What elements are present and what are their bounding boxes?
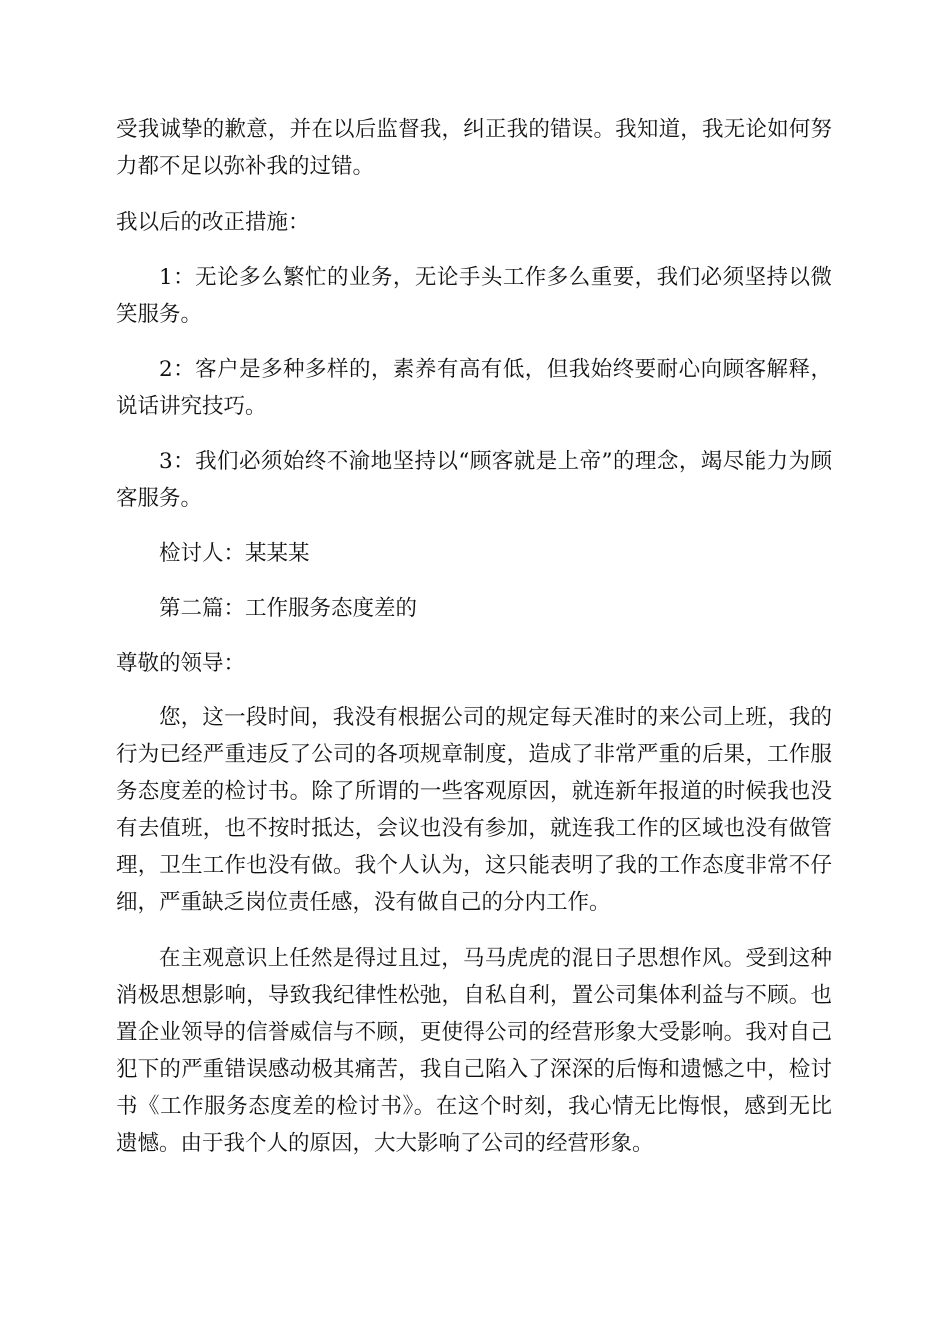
paragraph-measure-1: 1：无论多么繁忙的业务，无论手头工作多么重要，我们必须坚持以微笑服务。 (116, 265, 832, 327)
paragraph-body-1: 您，这一段时间，我没有根据公司的规定每天准时的来公司上班，我的行为已经严重违反了公司的各项规章制度，造成了非常严重的后果，工作服务态度差的检讨书。除了所谓的一些客观原因，就连新年报道的时候我也没有去值班，也不按时抵达，会议也没有参加，就连我工作的区域也没有做管理，卫生工作也没有做。我个人认为，这只能表明了我的工作态度非常不仔细，严重缺乏岗位责任感，没有做自己的分内工作。 (116, 705, 832, 915)
signature-line: 检讨人：某某某 (159, 541, 310, 566)
paragraph-measure-2: 2：客户是多种多样的，素养有高有低，但我始终要耐心向顾客解释，说话讲究技巧。 (116, 357, 832, 419)
paragraph-apology-continuation: 受我诚挚的歉意，并在以后监督我，纠正我的错误。我知道，我无论如何努力都不足以弥补我的过错。 (116, 117, 832, 179)
section-title-second-article: 第二篇：工作服务态度差的 (159, 596, 418, 621)
paragraph-corrective-measures-heading: 我以后的改正措施： (116, 210, 310, 235)
paragraph-measure-3: 3：我们必须始终不渝地坚持以“顾客就是上帝”的理念，竭尽能力为顾客服务。 (116, 449, 832, 511)
salutation: 尊敬的领导： (116, 651, 246, 676)
paragraph-body-2: 在主观意识上任然是得过且过，马马虎虎的混日子思想作风。受到这种消极思想影响，导致我纪律性松弛，自私自利，置公司集体利益与不顾。也置企业领导的信誉威信与不顾，更使得公司的经营形象大受影响。我对自己犯下的严重错误感动极其痛苦，我自己陷入了深深的后悔和遗憾之中，检讨书《工作服务态度差的检讨书》。在这个时刻，我心情无比悔恨，感到无比遗憾。由于我个人的原因，大大影响了公司的经营形象。 (116, 946, 832, 1156)
